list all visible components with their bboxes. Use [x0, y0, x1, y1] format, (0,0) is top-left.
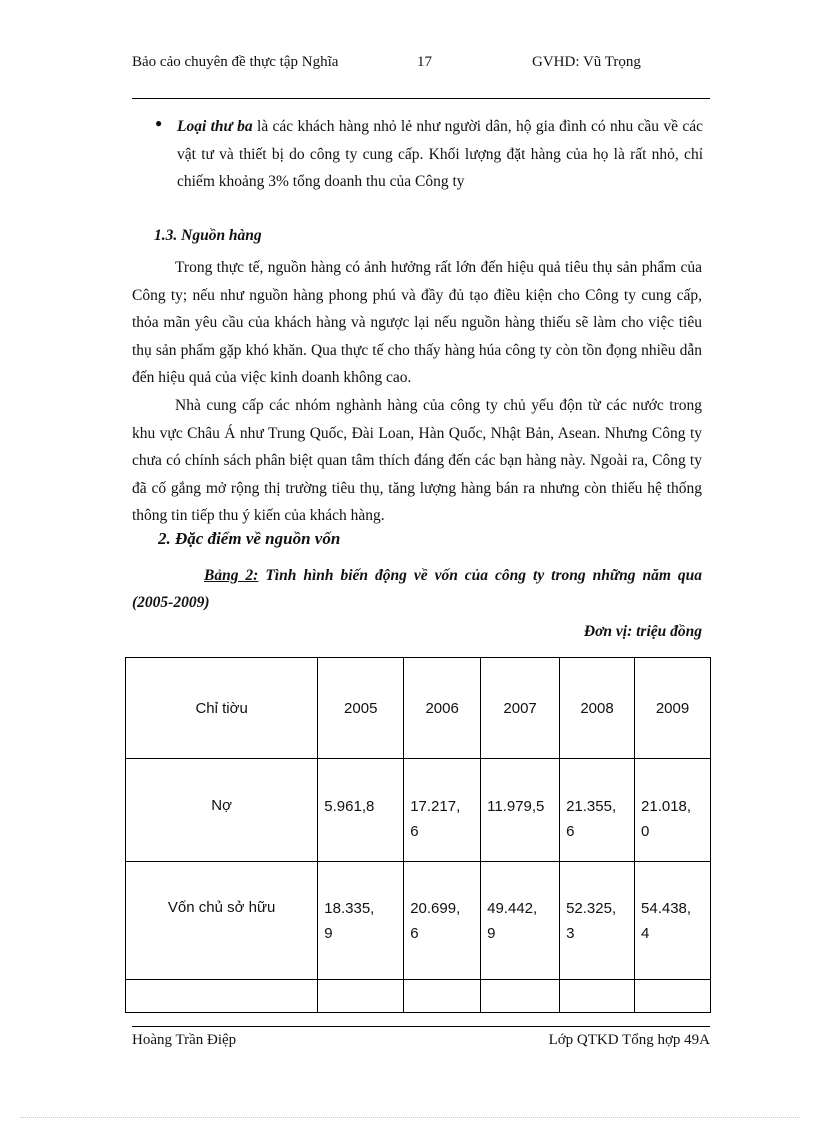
- bullet-paragraph: [177, 113, 703, 196]
- header-cell-indicator: Chỉ tiờu: [126, 658, 318, 759]
- section-heading-sources: 1.3. Nguồn hàng: [154, 227, 262, 244]
- header-cell-year: 2009: [635, 658, 711, 759]
- bullet-icon: ●: [155, 116, 163, 130]
- table-row: [126, 759, 711, 862]
- table-row: [126, 862, 711, 980]
- author-name: Hoàng Trần Điệp: [132, 1032, 237, 1048]
- row-label: Nợ: [126, 759, 318, 862]
- header-cell-year: 2007: [481, 658, 560, 759]
- header-cell-year: 2008: [560, 658, 635, 759]
- supervisor-name: GVHD: Vũ Trọng: [532, 54, 641, 70]
- table-cell: [560, 980, 635, 1013]
- table-cell: [481, 980, 560, 1013]
- table-caption: [132, 562, 702, 616]
- table-cell: 18.335,9: [318, 862, 404, 980]
- header-cell-year: 2006: [404, 658, 481, 759]
- table-cell: [404, 980, 481, 1013]
- table-cell: 21.018,0: [635, 759, 711, 862]
- paragraph-sources-1: Trong thực tế, nguồn hàng có ảnh hưởng rất lớn đến hiệu quả tiêu thụ sản phẩm của Công ty; nếu như nguồn hàng phong phú và đầy đủ tạo điều kiện cho Công ty cung cấp, thỏa mãn yêu cầu của khách hàng và ngược lại nếu nguồn hàng thiếu sẽ làm cho việc tiêu thụ sản phẩm gặp khó khăn. Qua thực tế cho thấy hàng húa công ty còn tồn đọng nhiều dẫn đến hiệu quả của việc kinh doanh không cao.: [132, 259, 702, 387]
- capital-table: [125, 657, 711, 1013]
- table-cell: 52.325,3: [560, 862, 635, 980]
- paragraph-sources-2: Nhà cung cấp các nhóm nghành hàng của công ty chủ yếu độn từ các nước trong khu vực Châu Á như Trung Quốc, Đài Loan, Hàn Quốc, Nhật Bản, Asean. Nhưng Công ty chưa có chính sách phân biệt quan tâm thích đáng đến các bạn hàng này. Ngoài ra, Công ty đã cố gắng mở rộng thị trường tiêu thụ, tăng lượng hàng bán ra nhưng còn thiếu hệ thống thông tin tiếp thu ý kiến của khách hàng.: [132, 397, 702, 525]
- table-row-empty: [126, 980, 711, 1013]
- bullet-lead: Loại thư ba: [177, 118, 253, 135]
- table-cell: [635, 980, 711, 1013]
- page-header: [132, 52, 710, 99]
- table-cell: 54.438,4: [635, 862, 711, 980]
- table-cell: 20.699,6: [404, 862, 481, 980]
- table-cell: 17.217,6: [404, 759, 481, 862]
- table-cell: 11.979,5: [481, 759, 560, 862]
- row-label: Vốn chủ sở hữu: [126, 862, 318, 980]
- table-header-row: [126, 658, 711, 759]
- table-cell: 49.442,9: [481, 862, 560, 980]
- section-heading-capital: 2. Đặc điểm về nguồn vốn: [158, 529, 341, 548]
- header-cell-year: 2005: [318, 658, 404, 759]
- table-cell: 21.355,6: [560, 759, 635, 862]
- table-cell: [126, 980, 318, 1013]
- class-name: Lớp QTKD Tổng hợp 49A: [548, 1032, 710, 1048]
- bullet-body: là các khách hàng nhỏ lẻ như người dân, hộ gia đình có nhu cầu về các vật tư và thiết bị do công ty cung cấp. Khối lượng đặt hàng của họ là rất nhỏ, chỉ chiếm khoảng 3% tổng doanh thu của Công ty: [177, 118, 703, 190]
- table-label: Bảng 2:: [204, 567, 259, 584]
- table-cell: 5.961,8: [318, 759, 404, 862]
- table-cell: [318, 980, 404, 1013]
- report-title: Bảo cảo chuyên đề thực tập Nghĩa: [132, 54, 339, 70]
- page-number: 17: [417, 54, 432, 70]
- table-caption-text: Tình hình biến động về vốn của công ty trong những năm qua (2005-2009): [132, 567, 702, 611]
- page-footer: [132, 1026, 710, 1048]
- unit-label: Đơn vị: triệu đồng: [583, 623, 702, 640]
- page-separator: [20, 1117, 800, 1118]
